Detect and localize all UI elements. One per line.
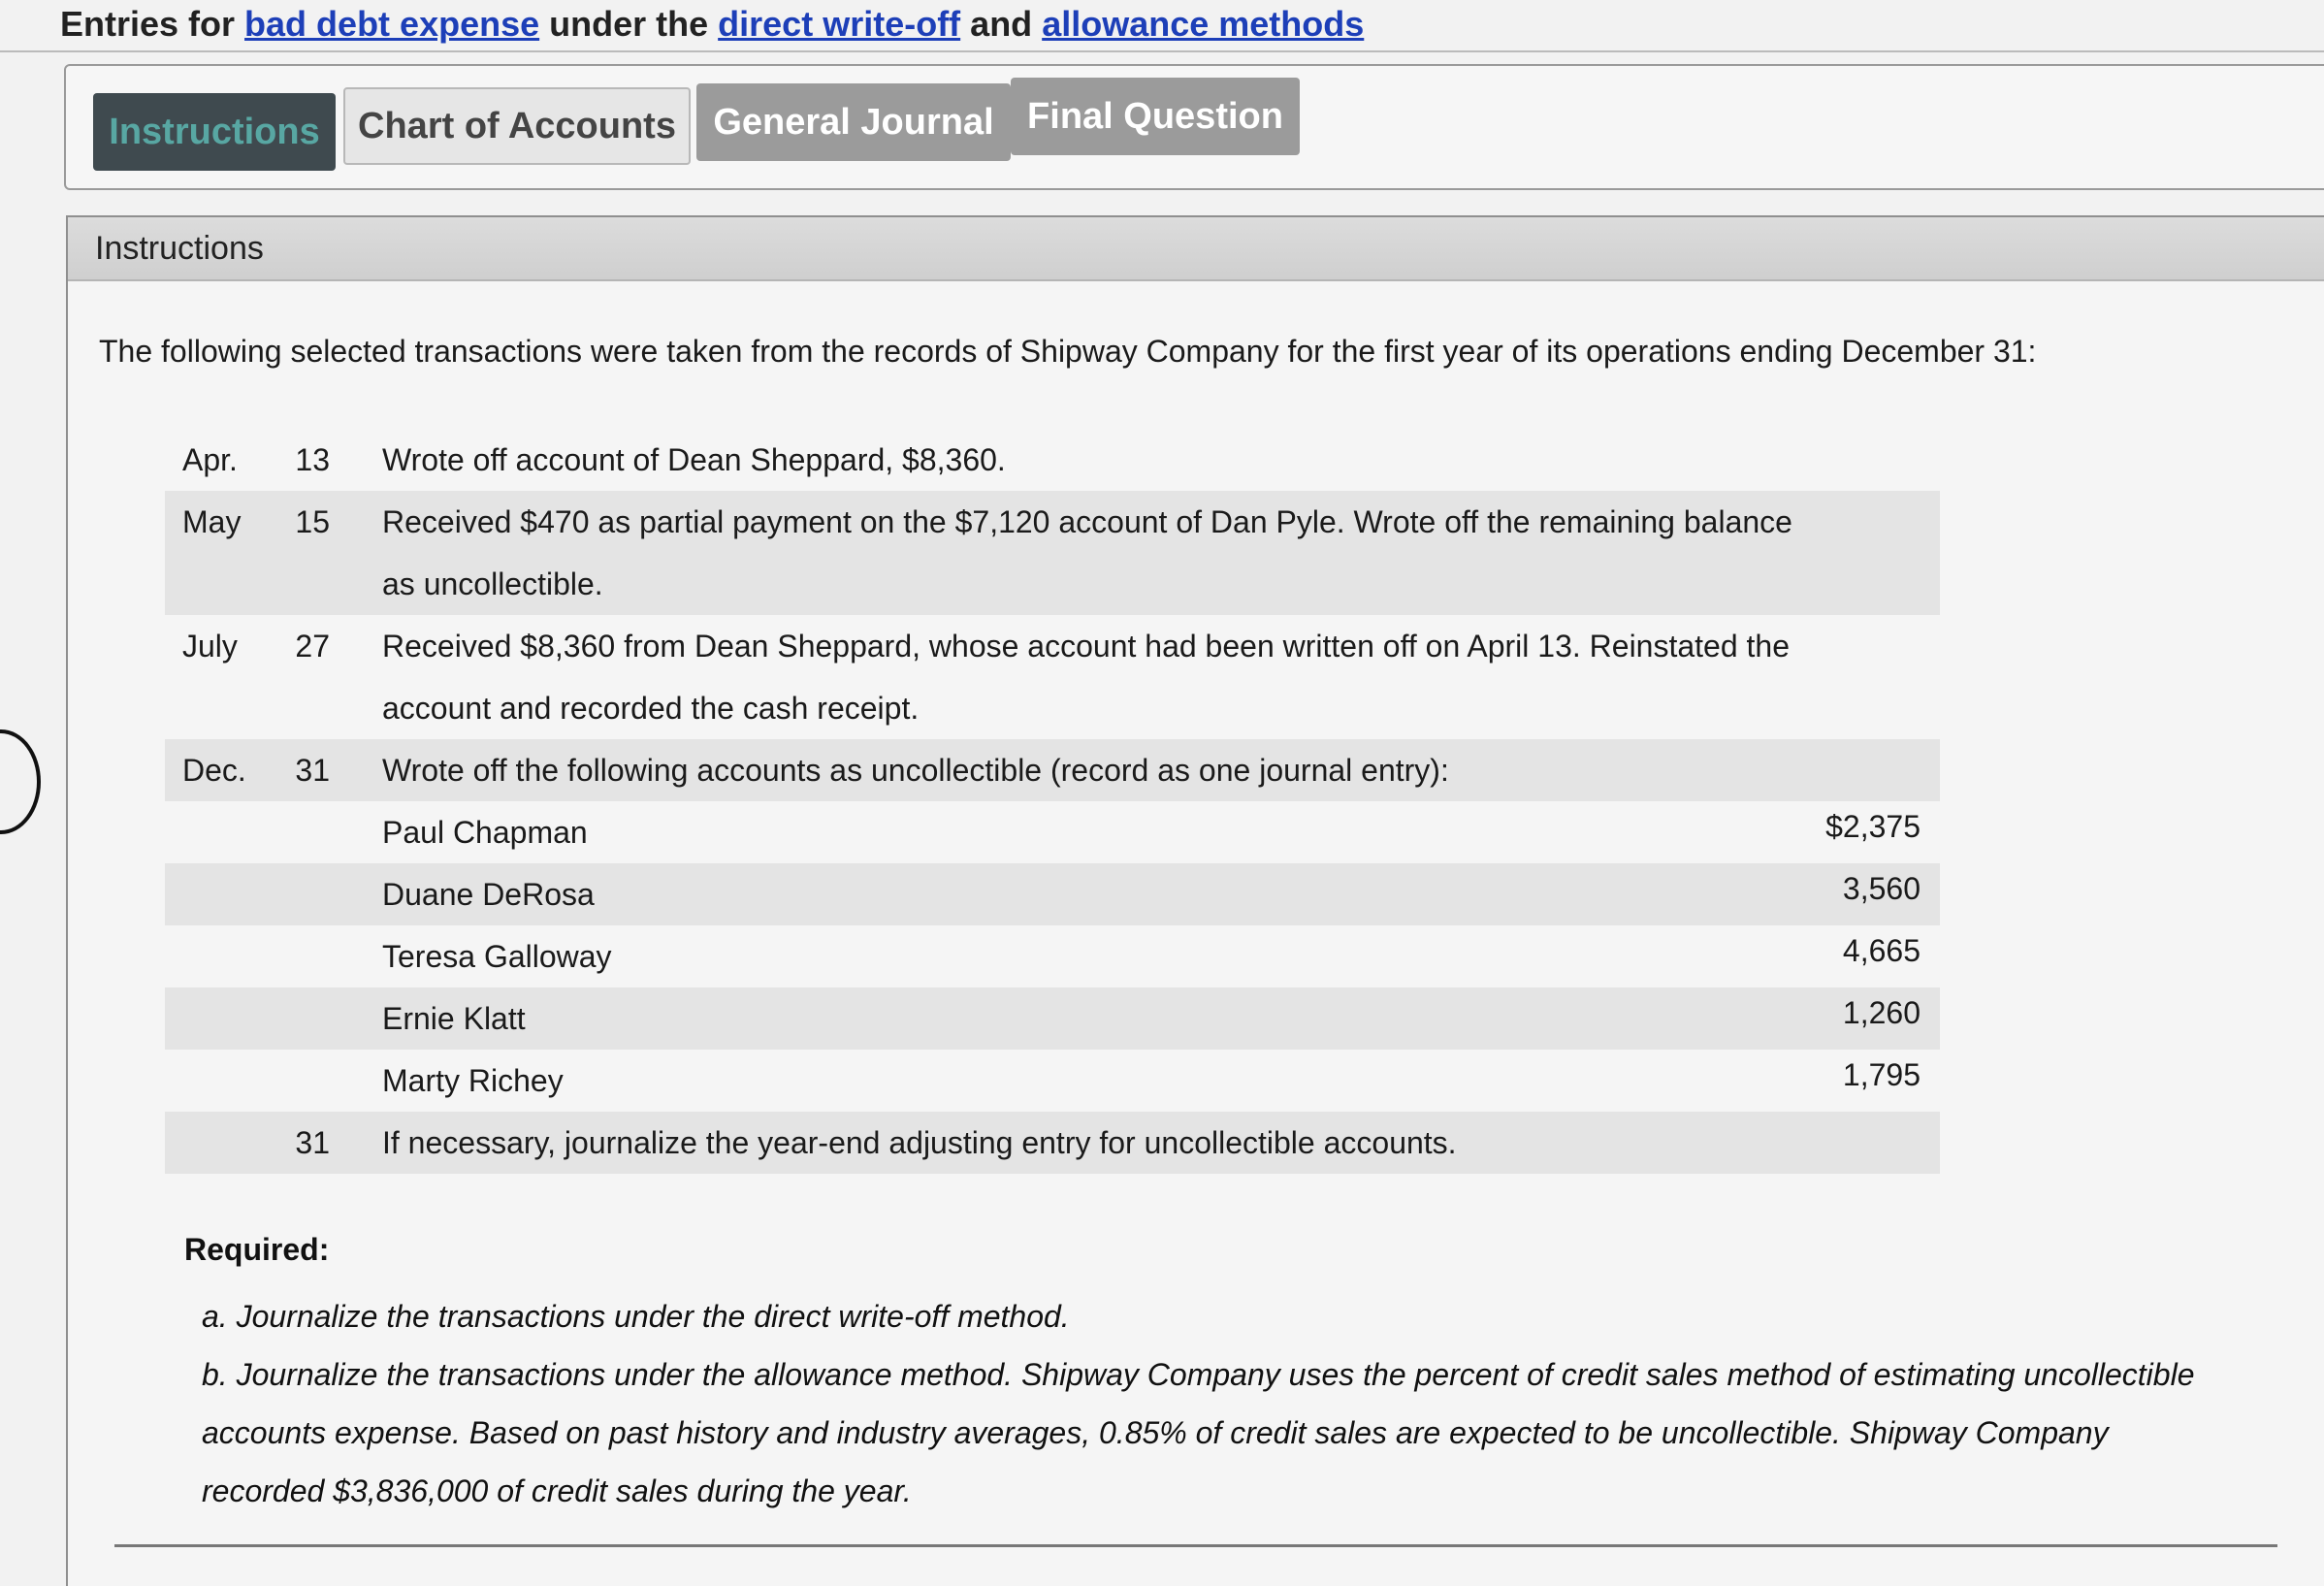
- direct-write-off-link[interactable]: direct write-off: [718, 4, 961, 44]
- table-row: [165, 1050, 1940, 1112]
- tab-instructions[interactable]: Instructions: [93, 93, 336, 171]
- table-row: [165, 925, 1940, 987]
- tab-chart-of-accounts[interactable]: Chart of Accounts: [343, 87, 691, 165]
- tx-desc: account and recorded the cash receipt.: [382, 691, 920, 726]
- tx-desc: as uncollectible.: [382, 566, 603, 601]
- tx-month: July: [182, 629, 238, 664]
- tx-month: May: [182, 504, 242, 539]
- panel-header: Instructions: [68, 217, 2324, 281]
- transactions-table: [165, 429, 1940, 1174]
- tx-day: 27: [295, 629, 330, 664]
- tab-general-journal[interactable]: General Journal: [696, 83, 1011, 161]
- table-row: [165, 739, 1940, 801]
- tx-desc: Duane DeRosa: [382, 877, 595, 912]
- intro-text: The following selected transactions were taken from the records of Shipway Company for the first year of its operations ending December 31:: [99, 334, 2037, 369]
- title-prefix: Entries for: [60, 4, 245, 44]
- tx-desc: If necessary, journalize the year-end adjusting entry for uncollectible accounts.: [382, 1125, 1457, 1160]
- tx-desc: Received $470 as partial payment on the $7,120 account of Dan Pyle. Wrote off the remaining balance: [382, 504, 1792, 539]
- allowance-methods-link[interactable]: allowance methods: [1042, 4, 1365, 44]
- tx-amount: 4,665: [1842, 933, 1921, 968]
- tx-amount: 1,260: [1842, 995, 1921, 1030]
- tx-desc: Paul Chapman: [382, 815, 588, 850]
- tx-amount: 3,560: [1842, 871, 1921, 906]
- tx-month: Dec.: [182, 753, 246, 788]
- table-row: [165, 429, 1940, 491]
- scroll-divider: [114, 1544, 2277, 1547]
- required-item-b-line3: recorded $3,836,000 of credit sales during the year.: [202, 1473, 912, 1508]
- title-mid2: and: [960, 4, 1043, 44]
- tx-desc: Wrote off account of Dean Sheppard, $8,360.: [382, 442, 1006, 477]
- screen-edge-arc: [0, 729, 41, 834]
- bad-debt-expense-link[interactable]: bad debt expense: [244, 4, 540, 44]
- tx-desc: Teresa Galloway: [382, 939, 612, 974]
- tx-desc: Ernie Klatt: [382, 1001, 526, 1036]
- required-item-a: a. Journalize the transactions under the direct write-off method.: [202, 1299, 1070, 1334]
- table-row: [165, 801, 1940, 863]
- table-row: [165, 491, 1940, 553]
- tx-desc: Received $8,360 from Dean Sheppard, whose account had been written off on April 13. Reinstated the: [382, 629, 1791, 664]
- page-title: [60, 4, 1364, 45]
- table-row: [165, 863, 1940, 925]
- required-item-b-line1: b. Journalize the transactions under the allowance method. Shipway Company uses the percent of credit sales method of estimating uncollectible: [202, 1357, 2195, 1392]
- tx-amount: 1,795: [1842, 1057, 1921, 1092]
- table-row: [165, 615, 1940, 677]
- instructions-panel: [66, 215, 2324, 1586]
- tx-day: 13: [295, 442, 330, 477]
- tx-amount: $2,375: [1825, 809, 1921, 844]
- tx-day: 31: [295, 1125, 330, 1160]
- title-mid1: under the: [539, 4, 719, 44]
- title-divider: [0, 50, 2324, 52]
- tab-final-question[interactable]: Final Question: [1011, 78, 1300, 155]
- tx-day: 31: [295, 753, 330, 788]
- required-title: Required:: [184, 1232, 330, 1267]
- required-section: [184, 1232, 2318, 1520]
- tx-desc: Wrote off the following accounts as uncollectible (record as one journal entry):: [382, 753, 1449, 788]
- tab-bar: [64, 64, 2324, 190]
- table-row: [165, 677, 1940, 739]
- table-row: [165, 987, 1940, 1050]
- table-row: [165, 553, 1940, 615]
- table-row: [165, 1112, 1940, 1174]
- tx-month: Apr.: [182, 442, 238, 477]
- tx-desc: Marty Richey: [382, 1063, 564, 1098]
- tx-day: 15: [295, 504, 330, 539]
- required-item-b-line2: accounts expense. Based on past history and industry averages, 0.85% of credit sales are expected to be uncollectible. Shipway Company: [202, 1415, 2109, 1450]
